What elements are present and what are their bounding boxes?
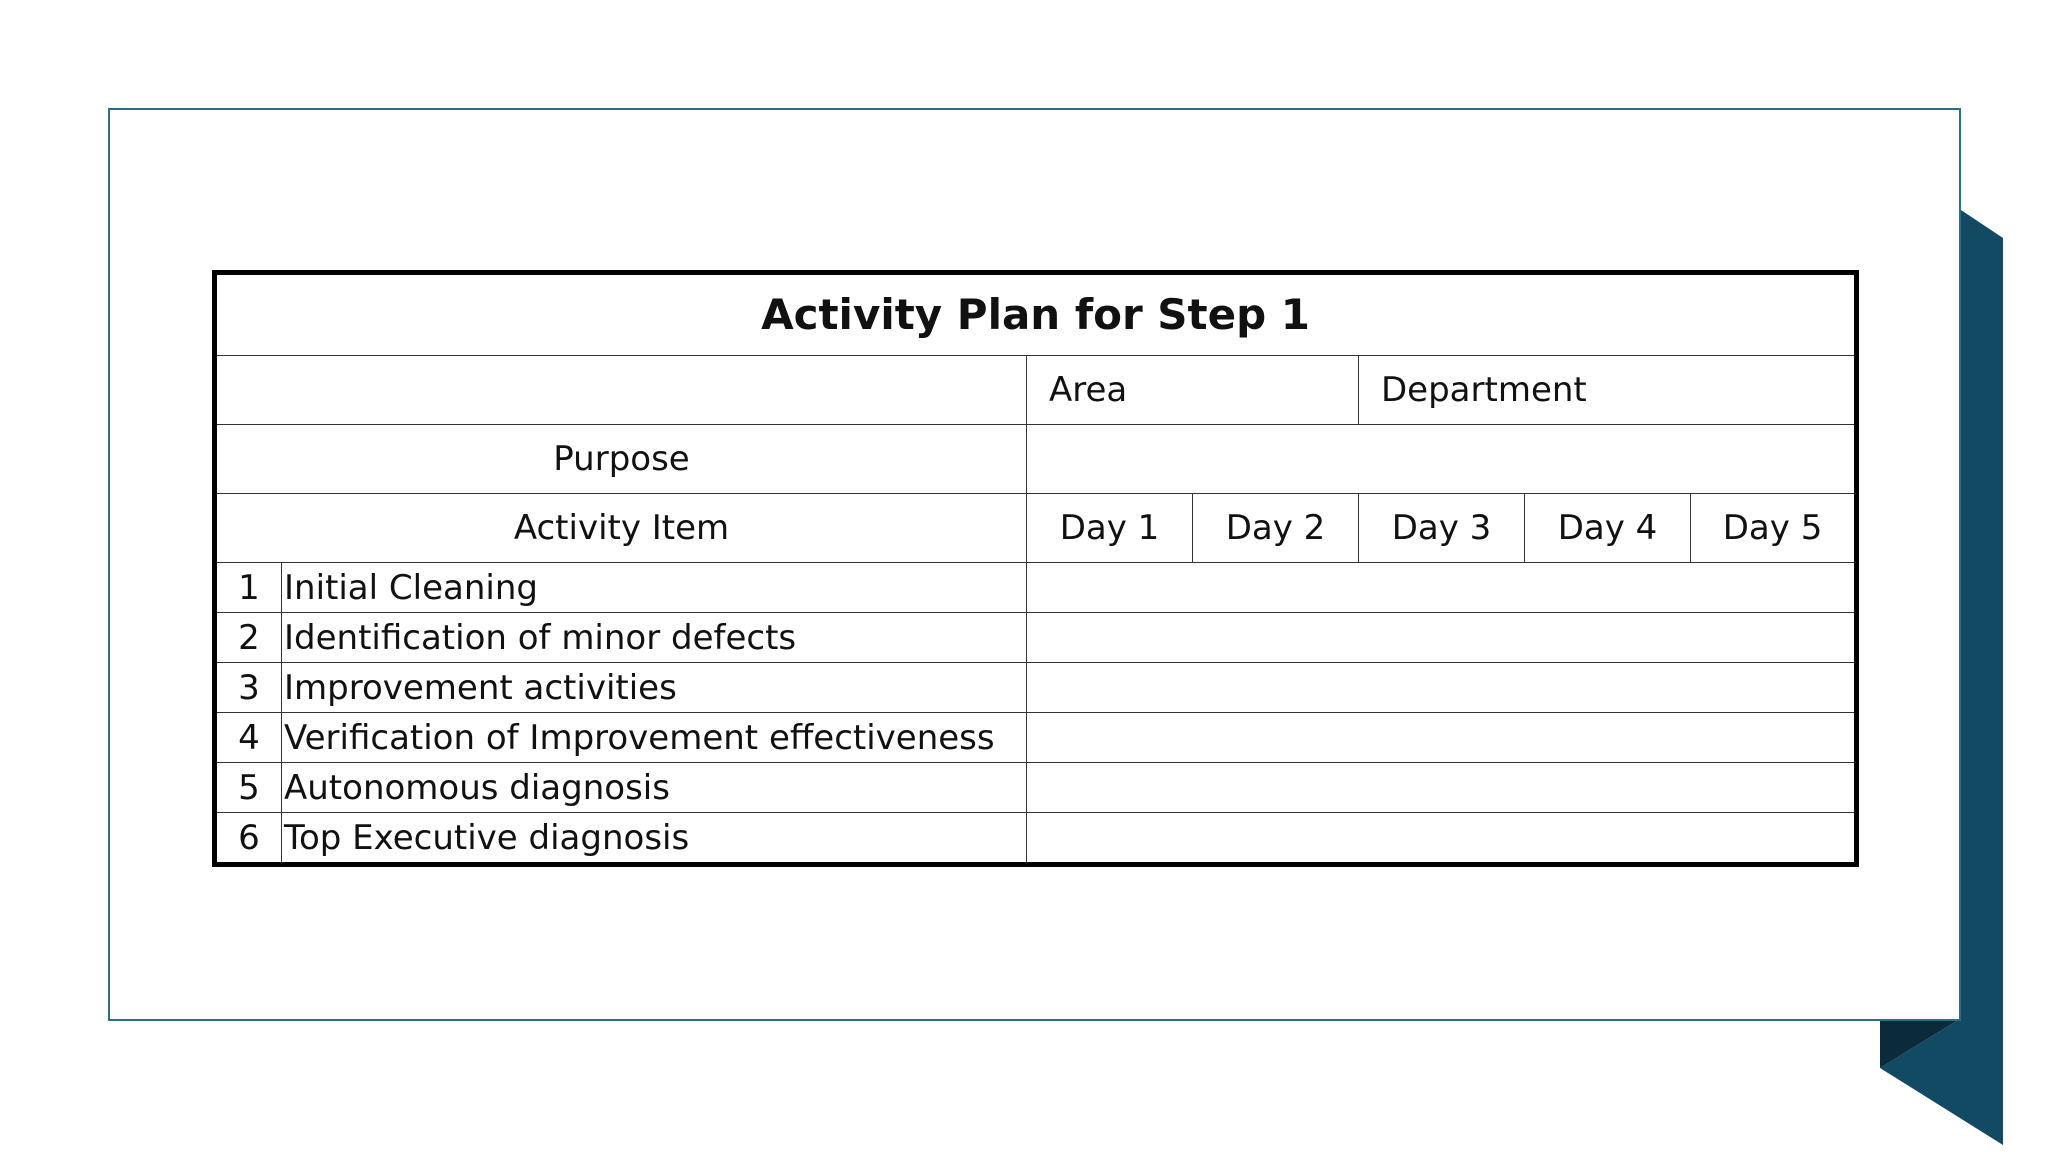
item-schedule-cell[interactable] <box>1027 763 1857 813</box>
activity-plan-table <box>212 270 1859 867</box>
table-row <box>215 713 1857 763</box>
item-label: Improvement activities <box>282 663 1027 713</box>
item-label: Verification of Improvement effectiveness <box>282 713 1027 763</box>
item-label: Top Executive diagnosis <box>282 813 1027 865</box>
day-header-4: Day 4 <box>1525 494 1691 563</box>
table-row <box>215 563 1857 613</box>
day-header-1: Day 1 <box>1027 494 1193 563</box>
item-number: 1 <box>215 563 282 613</box>
item-schedule-cell[interactable] <box>1027 613 1857 663</box>
area-cell[interactable]: Area <box>1027 356 1359 425</box>
table-row <box>215 663 1857 713</box>
item-schedule-cell[interactable] <box>1027 813 1857 865</box>
item-schedule-cell[interactable] <box>1027 563 1857 613</box>
item-label: Initial Cleaning <box>282 563 1027 613</box>
department-cell[interactable]: Department <box>1359 356 1857 425</box>
table-row <box>215 763 1857 813</box>
blank-header-cell[interactable] <box>215 356 1027 425</box>
item-schedule-cell[interactable] <box>1027 663 1857 713</box>
item-number: 4 <box>215 713 282 763</box>
item-number: 5 <box>215 763 282 813</box>
day-header-3: Day 3 <box>1359 494 1525 563</box>
day-header-2: Day 2 <box>1193 494 1359 563</box>
table-row <box>215 813 1857 865</box>
purpose-label: Purpose <box>215 425 1027 494</box>
purpose-value-cell[interactable] <box>1027 425 1857 494</box>
item-label: Autonomous diagnosis <box>282 763 1027 813</box>
item-label: Identification of minor defects <box>282 613 1027 663</box>
item-number: 6 <box>215 813 282 865</box>
table-title: Activity Plan for Step 1 <box>215 273 1857 356</box>
day-header-5: Day 5 <box>1691 494 1857 563</box>
activity-item-header: Activity Item <box>215 494 1027 563</box>
item-schedule-cell[interactable] <box>1027 713 1857 763</box>
table-row <box>215 613 1857 663</box>
item-number: 3 <box>215 663 282 713</box>
item-number: 2 <box>215 613 282 663</box>
